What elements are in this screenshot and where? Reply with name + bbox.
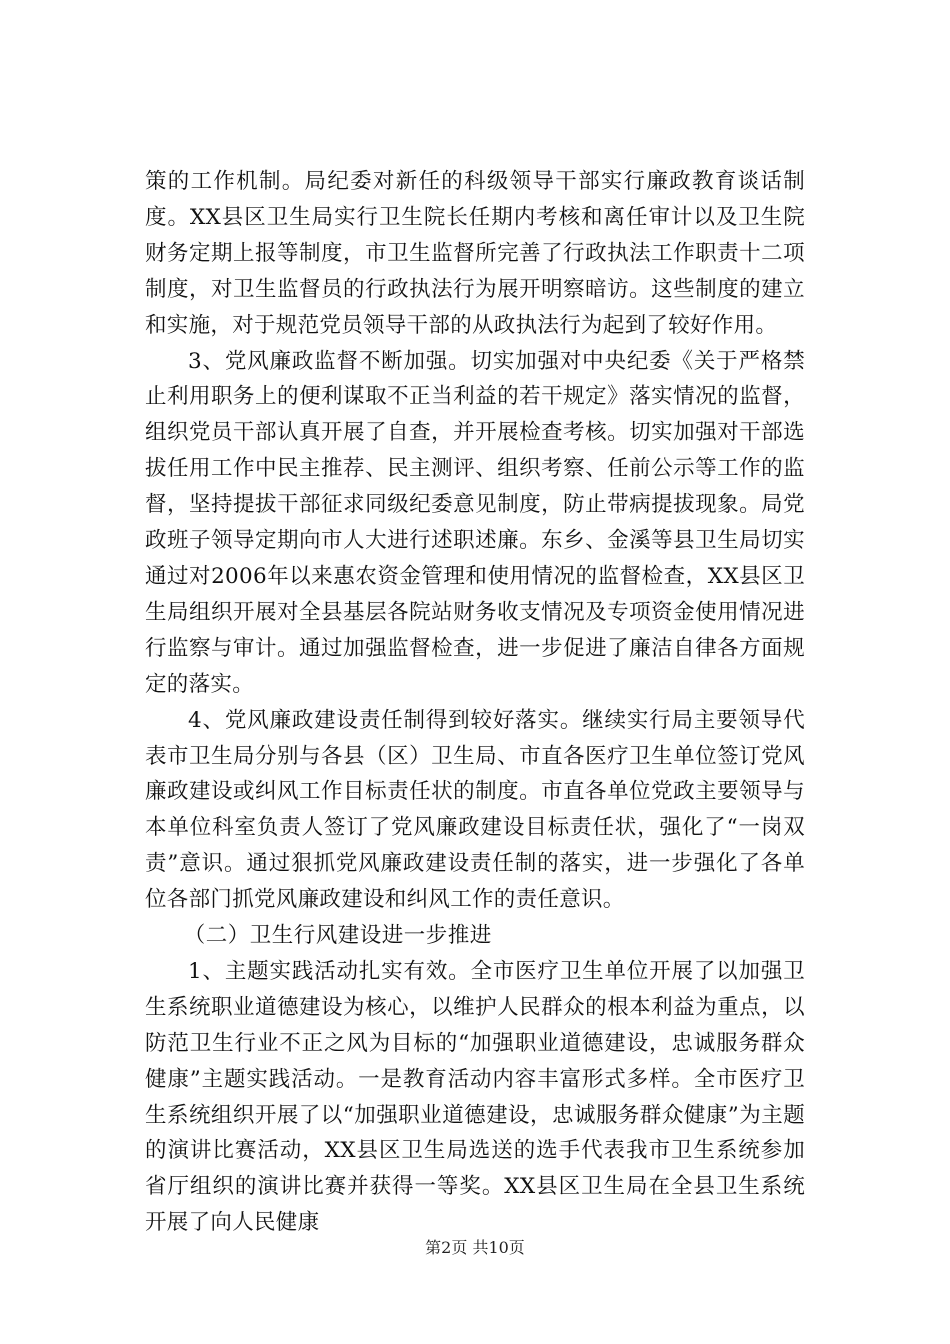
paragraph-continuation: 策的工作机制。局纪委对新任的科级领导干部实行廉政教育谈话制度。XX县区卫生局实行卫生院长任期内考核和离任审计以及卫生院财务定期上报等制度，市卫生监督所完善了行政执法工作职责十二项制度，对卫生监督员的行政执法行为展开明察暗访。这些制度的建立和实施，对于规范党员领导干部的从政执法行为起到了较好作用。 bbox=[145, 169, 805, 338]
section-heading: （二）卫生行风建设进一步推进 bbox=[183, 923, 492, 949]
page-footer: 第2页 共10页 bbox=[425, 1238, 525, 1257]
document-body bbox=[145, 164, 805, 1241]
paragraph-responsibility: 4、党风廉政建设责任制得到较好落实。继续实行局主要领导代表市卫生局分别与各县（区）卫生局、市直各医疗卫生单位签订党风廉政建设或纠风工作目标责任状的制度。市直各单位党政主要领导与本单位科室负责人签订了党风廉政建设目标责任状，强化了“一岗双责”意识。通过狠抓党风廉政建设责任制的落实，进一步强化了各单位各部门抓党风廉政建设和纠风工作的责任意识。 bbox=[145, 707, 805, 913]
paragraph-supervision: 3、党风廉政监督不断加强。切实加强对中央纪委《关于严格禁止利用职务上的便利谋取不正当利益的若干规定》落实情况的监督，组织党员干部认真开展了自查，并开展检查考核。切实加强对干部选拔任用工作中民主推荐、民主测评、组织考察、任前公示等工作的监督，坚持提拔干部征求同级纪委意见制度，防止带病提拔现象。局党政班子领导定期向市人大进行述职述廉。东乡、金溪等县卫生局切实通过对2006年以来惠农资金管理和使用情况的监督检查，XX县区卫生局组织开展对全县基层各院站财务收支情况及专项资金使用情况进行监察与审计。通过加强监督检查，进一步促进了廉洁自律各方面规定的落实。 bbox=[145, 348, 805, 697]
paragraph-practice-activity: 1、主题实践活动扎实有效。全市医疗卫生单位开展了以加强卫生系统职业道德建设为核心，以维护人民群众的根本利益为重点，以防范卫生行业不正之风为目标的“加强职业道德建设，忠诚服务群众健康”主题实践活动。一是教育活动内容丰富形式多样。全市医疗卫生系统组织开展了以“加强职业道德建设，忠诚服务群众健康”为主题的演讲比赛活动，XX县区卫生局选送的选手代表我市卫生系统参加省厅组织的演讲比赛并获得一等奖。XX县区卫生局在全县卫生系统开展了向人民健康 bbox=[145, 958, 805, 1236]
